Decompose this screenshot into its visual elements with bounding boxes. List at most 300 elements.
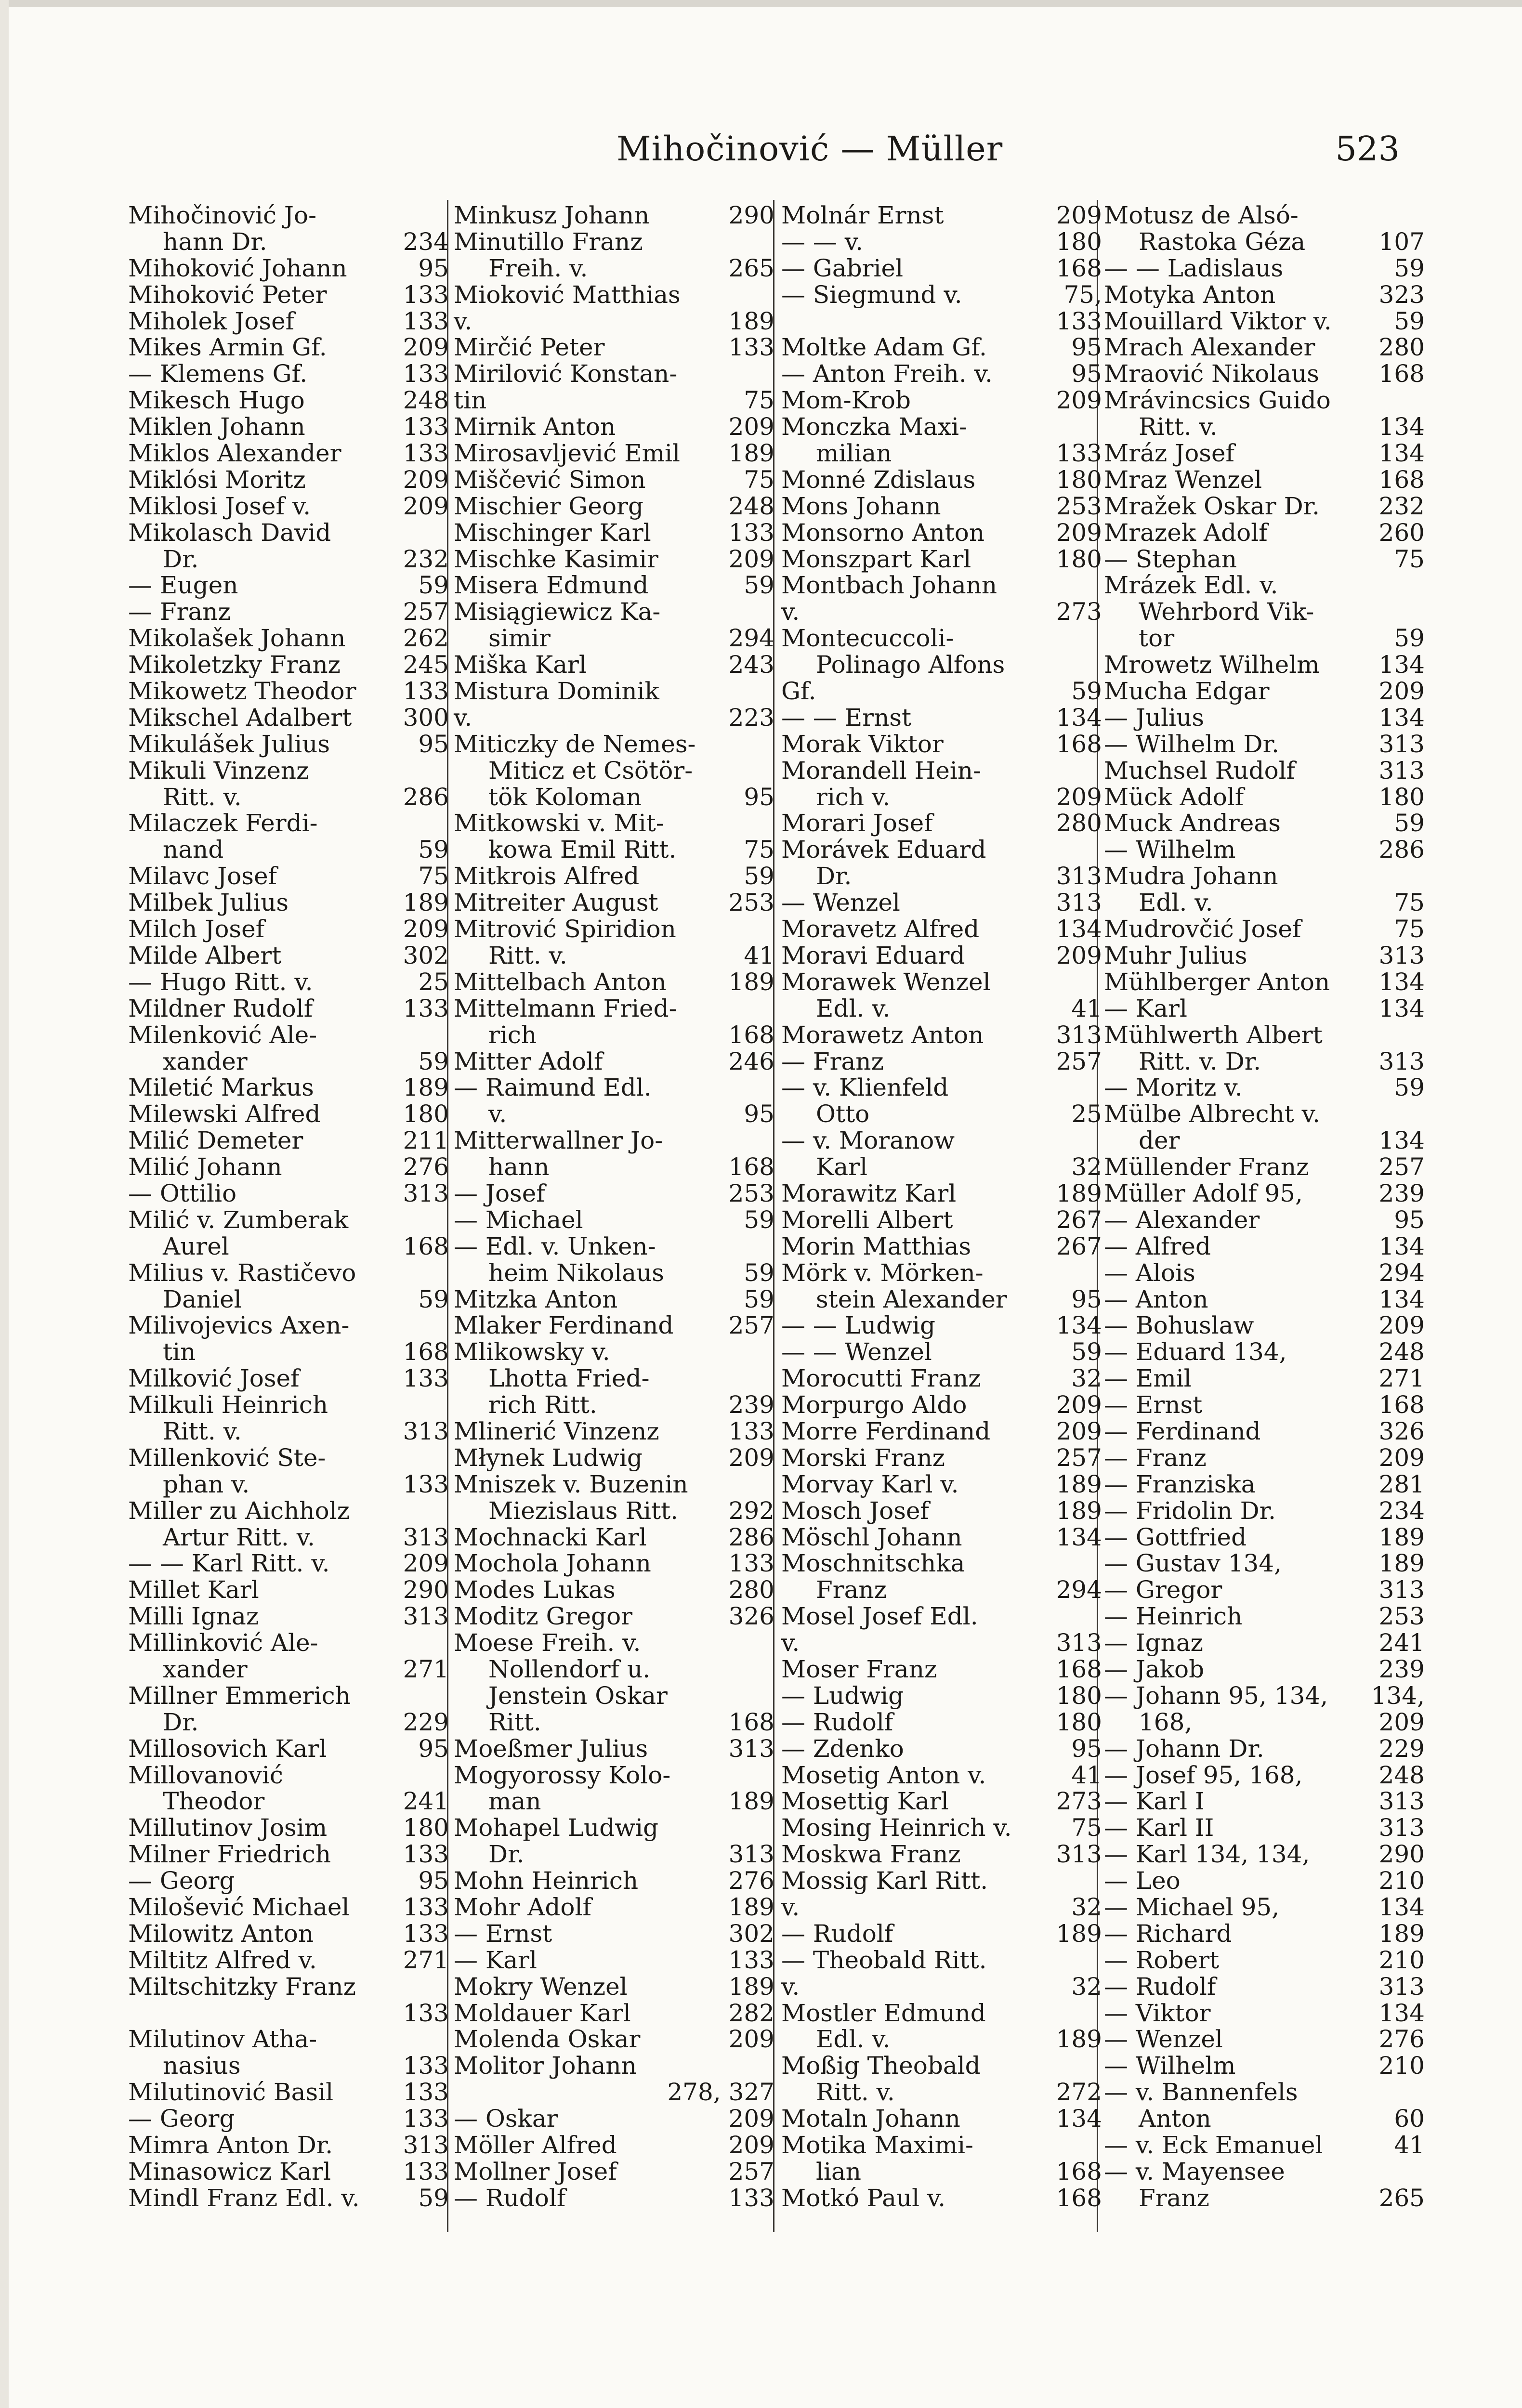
entry-name: — v. Mayensee (1104, 2157, 1285, 2186)
entry-page-number: 209 (1056, 518, 1102, 547)
entry-page-number: 313 (1056, 1840, 1102, 1869)
entry-name: Mokry Wenzel (454, 1972, 628, 2001)
entry-page-number: 134 (1378, 1285, 1425, 1313)
entry-page-number: 323 (1378, 280, 1425, 309)
entry-name: — — Karl Ritt. v. (128, 1549, 330, 1578)
index-entry (781, 2079, 1102, 2106)
entry-page-number: 209 (728, 1443, 774, 1472)
index-entry (454, 202, 774, 229)
index-entry (1104, 1418, 1425, 1445)
index-entry (454, 1154, 774, 1180)
index-entry (781, 705, 1102, 731)
index-entry (781, 572, 1102, 599)
entry-name: Rastoka Géza (1139, 227, 1306, 256)
entry-name: — Gottfried (1104, 1523, 1247, 1551)
entry-name: v. (781, 1893, 800, 1921)
entry-page-number: 209 (728, 2131, 774, 2159)
entry-name: milian (816, 439, 892, 468)
entry-name: phan v. (163, 1470, 250, 1498)
entry-page-number: 189 (1056, 1496, 1102, 1525)
entry-page-number: 134 (1378, 439, 1425, 468)
entry-name: man (488, 1787, 541, 1816)
entry-name: — Alfred (1104, 1232, 1211, 1260)
index-entry (454, 995, 774, 1022)
index-entry (454, 1339, 774, 1365)
index-entry (128, 2106, 449, 2132)
index-entry (1104, 969, 1425, 995)
entry-name: — Gregor (1104, 1576, 1222, 1604)
entry-page-number: 209 (1378, 1708, 1425, 1736)
index-entry (454, 942, 774, 969)
index-entry (454, 2159, 774, 2185)
index-entry (128, 942, 449, 969)
entry-name: Mischinger Karl (454, 518, 651, 547)
entry-name: Milić v. Zumberak (128, 1205, 349, 1234)
index-entry (781, 202, 1102, 229)
index-entry (1104, 705, 1425, 731)
entry-page-number: 134 (1056, 1523, 1102, 1551)
index-entry (1104, 255, 1425, 282)
entry-name: Müller Adolf 95, (1104, 1179, 1303, 1207)
index-entry (128, 2132, 449, 2159)
entry-page-number: 168 (403, 1232, 449, 1260)
entry-name: Mirčić Peter (454, 333, 605, 362)
entry-name: Morski Franz (781, 1443, 945, 1472)
index-entry (128, 1947, 449, 1974)
index-entry (1104, 1207, 1425, 1233)
index-entry (1104, 1392, 1425, 1418)
index-entry (454, 625, 774, 652)
index-entry (781, 255, 1102, 282)
index-entry (454, 1603, 774, 1630)
index-entry (1104, 282, 1425, 308)
entry-name: Mollner Josef (454, 2157, 617, 2186)
entry-page-number: 209 (1056, 201, 1102, 229)
entry-name: rich Ritt. (488, 1391, 597, 1419)
entry-page-number: 294 (1056, 1576, 1102, 1604)
index-entry (128, 414, 449, 440)
entry-name: Mons Johann (781, 492, 941, 520)
index-entry (128, 1577, 449, 1603)
entry-page-number: 210 (1378, 1946, 1425, 1974)
index-entry (454, 2079, 774, 2106)
entry-name: Mildner Rudolf (128, 994, 313, 1022)
index-entry (128, 255, 449, 282)
entry-page-number: 209 (1378, 1443, 1425, 1472)
entry-page-number: 134 (1378, 1893, 1425, 1921)
entry-page-number: 232 (403, 545, 449, 573)
entry-page-number: 313 (403, 1523, 449, 1551)
entry-name: Molitor Johann (454, 2052, 637, 2080)
entry-name: Mück Adolf (1104, 783, 1244, 811)
entry-page-number: 95 (1071, 1734, 1102, 1763)
entry-name: — Rudolf (781, 1708, 893, 1736)
entry-name: — Emil (1104, 1364, 1192, 1393)
index-entry (128, 1788, 449, 1815)
entry-name: Morin Matthias (781, 1232, 971, 1260)
entry-name: — — Ernst (781, 703, 912, 732)
index-entry (128, 1630, 449, 1656)
entry-name: — Siegmund v. (781, 280, 962, 309)
entry-page-number: 32 (1071, 1153, 1102, 1181)
index-entry (454, 440, 774, 467)
entry-page-number: 286 (728, 1523, 774, 1551)
index-entry (454, 2053, 774, 2079)
entry-page-number: 313 (1378, 1576, 1425, 1604)
entry-name: Mihoković Peter (128, 280, 327, 309)
entry-page-number: 248 (403, 386, 449, 415)
index-entry (128, 784, 449, 811)
entry-page-number: 189 (1056, 1179, 1102, 1207)
entry-name: Mosetig Anton v. (781, 1761, 986, 1789)
entry-name: Mirilović Konstan- (454, 360, 678, 388)
entry-page-number: 267 (1056, 1205, 1102, 1234)
entry-name: Mohn Heinrich (454, 1867, 639, 1895)
index-entry (454, 1894, 774, 1921)
entry-name: Mlikowsky v. (454, 1338, 610, 1366)
index-entry (1104, 890, 1425, 916)
index-entry (1104, 2053, 1425, 2079)
index-entry (781, 2026, 1102, 2053)
index-entry (1104, 758, 1425, 784)
entry-name: Mrowetz Wilhelm (1104, 651, 1320, 679)
entry-name: Mražek Oskar Dr. (1104, 492, 1320, 520)
entry-page-number: 41 (1071, 994, 1102, 1022)
entry-name: Ritt. v. (1139, 413, 1218, 441)
index-entry (128, 1709, 449, 1736)
entry-name: Miklosi Josef v. (128, 492, 311, 520)
entry-name: — — Wenzel (781, 1338, 932, 1366)
entry-page-number: 313 (1378, 1787, 1425, 1816)
entry-name: — Edl. v. Unken- (454, 1232, 656, 1260)
entry-name: Morelli Albert (781, 1205, 953, 1234)
entry-name: Mihoković Johann (128, 254, 347, 282)
entry-name: Mosettig Karl (781, 1787, 949, 1816)
index-entry (781, 731, 1102, 758)
entry-name: Ritt. v. Dr. (1139, 1047, 1261, 1075)
entry-name: Misera Edmund (454, 571, 649, 600)
index-entry (781, 414, 1102, 440)
entry-page-number: 313 (1378, 1972, 1425, 2001)
entry-name: Monsorno Anton (781, 518, 985, 547)
entry-name: Moese Freih. v. (454, 1629, 641, 1657)
running-title: Mihočinović — Müller (617, 129, 1003, 169)
entry-name: Moldauer Karl (454, 1999, 631, 2027)
entry-name: Milbek Julius (128, 889, 289, 917)
entry-name: Theodor (163, 1787, 265, 1816)
entry-name: — Ernst (454, 1919, 552, 1948)
page-header (0, 124, 1522, 182)
index-entry (781, 520, 1102, 546)
index-entry (454, 1233, 774, 1260)
entry-page-number: 59 (1394, 1073, 1425, 1102)
entry-name: Moravi Eduard (781, 941, 965, 969)
index-entry (454, 678, 774, 705)
entry-name: Mosel Josef Edl. (781, 1602, 978, 1631)
entry-name: Muck Andreas (1104, 809, 1281, 838)
index-entry (454, 1445, 774, 1471)
entry-name: — Georg (128, 1867, 235, 1895)
entry-page-number: 95 (418, 254, 449, 282)
index-entry (128, 520, 449, 546)
index-entry (781, 1788, 1102, 1815)
entry-page-number: 133 (403, 413, 449, 441)
entry-name: Mitzka Anton (454, 1285, 618, 1313)
index-entry (1104, 2026, 1425, 2053)
entry-page-number: 265 (1378, 2184, 1425, 2212)
entry-page-number: 75 (744, 836, 774, 864)
entry-page-number: 59 (1071, 1338, 1102, 1366)
entry-page-number: 59 (744, 1285, 774, 1313)
entry-name: — Franz (128, 598, 231, 626)
entry-page-number: 276 (1378, 2025, 1425, 2054)
entry-name: Mrávincsics Guido (1104, 386, 1331, 415)
entry-page-number: 168 (1378, 360, 1425, 388)
index-entry (454, 1471, 774, 1498)
index-entry (128, 995, 449, 1022)
index-entry (1104, 810, 1425, 837)
entry-page-number: 32 (1071, 1893, 1102, 1921)
entry-name: Milković Josef (128, 1364, 300, 1393)
index-entry (128, 1498, 449, 1524)
entry-name: Dr. (163, 1708, 199, 1736)
page-top-edge (0, 0, 1522, 7)
entry-page-number: 75 (418, 862, 449, 890)
index-entry (454, 837, 774, 863)
page-number: 523 (1335, 129, 1400, 169)
index-entry (128, 1683, 449, 1709)
entry-name: Edl. v. (816, 2025, 891, 2054)
index-entry (781, 282, 1102, 308)
index-entry (781, 1736, 1102, 1762)
entry-name: Miklos Alexander (128, 439, 341, 468)
entry-name: — Zdenko (781, 1734, 904, 1763)
index-entry (1104, 1630, 1425, 1656)
entry-page-number: 278, 327 (667, 2078, 774, 2107)
index-entry (454, 493, 774, 520)
entry-name: Mostler Edmund (781, 1999, 986, 2027)
index-entry (128, 229, 449, 255)
entry-page-number: 189 (728, 439, 774, 468)
entry-name: Lhotta Fried- (488, 1364, 650, 1393)
entry-name: Mittelbach Anton (454, 968, 667, 996)
index-entry (1104, 2106, 1425, 2132)
index-entry (781, 493, 1102, 520)
entry-name: Mioković Matthias (454, 280, 681, 309)
index-entry (454, 784, 774, 811)
index-entry (454, 2106, 774, 2132)
entry-name: v. (454, 307, 472, 335)
entry-name: Montecuccoli- (781, 624, 954, 653)
index-entry (1104, 1815, 1425, 1841)
entry-name: Monné Zdislaus (781, 465, 976, 494)
index-entry (1104, 1022, 1425, 1048)
entry-name: Mochnacki Karl (454, 1523, 647, 1551)
entry-page-number: 25 (1071, 1100, 1102, 1128)
entry-name: Dr. (816, 862, 852, 890)
index-entry (1104, 1603, 1425, 1630)
entry-name: Mirosavljević Emil (454, 439, 681, 468)
entry-page-number: 133 (728, 1549, 774, 1578)
entry-page-number: 281 (1378, 1470, 1425, 1498)
entry-page-number: 59 (418, 1285, 449, 1313)
entry-page-number: 267 (1056, 1232, 1102, 1260)
entry-name: — Robert (1104, 1946, 1220, 1974)
entry-name: — Eduard 134, (1104, 1338, 1287, 1366)
index-entry (781, 1286, 1102, 1313)
index-entry (128, 625, 449, 652)
entry-name: Müllender Franz (1104, 1153, 1309, 1181)
entry-name: Motyka Anton (1104, 280, 1276, 309)
entry-name: — Heinrich (1104, 1602, 1243, 1631)
entry-name: — Karl II (1104, 1814, 1214, 1842)
index-entry (781, 1868, 1102, 1894)
entry-page-number: 59 (1071, 677, 1102, 706)
entry-page-number: 209 (728, 413, 774, 441)
index-entry (128, 1074, 449, 1101)
index-entry (781, 546, 1102, 573)
entry-page-number: 229 (1378, 1734, 1425, 1763)
entry-name: Artur Ritt. v. (163, 1523, 315, 1551)
entry-name: Mörk v. Mörken- (781, 1258, 984, 1287)
index-entry (454, 1365, 774, 1392)
entry-page-number: 180 (1056, 545, 1102, 573)
entry-page-number: 134 (1378, 651, 1425, 679)
entry-name: Minkusz Johann (454, 201, 650, 229)
entry-page-number: 241 (1378, 1629, 1425, 1657)
entry-page-number: 209 (1056, 783, 1102, 811)
entry-name: Edl. v. (816, 994, 891, 1022)
entry-name: Mikoletzky Franz (128, 651, 341, 679)
entry-page-number: 134 (1056, 2105, 1102, 2133)
index-entry (128, 1471, 449, 1498)
entry-page-number: 180 (1056, 465, 1102, 494)
index-entry (781, 995, 1102, 1022)
index-entry (781, 1022, 1102, 1048)
index-entry (781, 625, 1102, 652)
entry-page-number: 189 (728, 307, 774, 335)
entry-page-number: 294 (728, 624, 774, 653)
index-entry (1104, 942, 1425, 969)
index-entry (781, 1392, 1102, 1418)
entry-page-number: 189 (403, 889, 449, 917)
entry-page-number: 107 (1378, 227, 1425, 256)
entry-page-number: 229 (403, 1708, 449, 1736)
entry-name: — Wenzel (781, 889, 900, 917)
entry-name: Molnár Ernst (781, 201, 944, 229)
entry-page-number: 262 (403, 624, 449, 653)
entry-name: nasius (163, 2052, 241, 2080)
entry-page-number: 209 (1056, 1417, 1102, 1445)
entry-name: Mimra Anton Dr. (128, 2131, 333, 2159)
entry-page-number: 95 (744, 783, 774, 811)
index-entry (128, 1101, 449, 1127)
entry-page-number: 168 (1056, 2157, 1102, 2186)
entry-name: Gf. (781, 677, 816, 706)
entry-name: Mraz Wenzel (1104, 465, 1262, 494)
entry-name: Millner Emmerich (128, 1681, 351, 1710)
entry-name: Mikesch Hugo (128, 386, 305, 415)
entry-page-number: 189 (1056, 2025, 1102, 2054)
index-entry (454, 705, 774, 731)
entry-page-number: 209 (1378, 1311, 1425, 1340)
entry-page-number: 75 (1071, 1814, 1102, 1842)
entry-page-number: 189 (728, 1787, 774, 1816)
entry-name: — Karl (1104, 994, 1187, 1022)
entry-name: Muchsel Rudolf (1104, 756, 1296, 785)
index-entry (1104, 520, 1425, 546)
index-entry (128, 1921, 449, 1947)
index-entry (781, 1180, 1102, 1207)
entry-name: Morari Josef (781, 809, 933, 838)
entry-name: Mitter Adolf (454, 1047, 603, 1075)
entry-page-number: 326 (1378, 1417, 1425, 1445)
index-entry (128, 731, 449, 758)
entry-name: — Rudolf (454, 2184, 566, 2212)
index-entry (781, 1683, 1102, 1709)
entry-name: — Moritz v. (1104, 1073, 1243, 1102)
entry-page-number: 133 (403, 1919, 449, 1948)
index-entry (128, 1180, 449, 1207)
index-column-3 (781, 202, 1102, 2212)
entry-name: — Bohuslaw (1104, 1311, 1254, 1340)
entry-name: Milius v. Rastičevo (128, 1258, 356, 1287)
entry-name: Montbach Johann (781, 571, 997, 600)
entry-name: Mikulášek Julius (128, 730, 330, 758)
entry-name: Motika Maximi- (781, 2131, 973, 2159)
entry-page-number: 95 (744, 1100, 774, 1128)
index-entry (128, 863, 449, 890)
index-entry (781, 1233, 1102, 1260)
entry-name: Mlaker Ferdinand (454, 1311, 674, 1340)
entry-name: Milutinov Atha- (128, 2025, 317, 2054)
entry-name: Mrázek Edl. v. (1104, 571, 1278, 600)
entry-page-number: 134 (1378, 703, 1425, 732)
index-entry (1104, 202, 1425, 229)
entry-name: Mraović Nikolaus (1104, 360, 1319, 388)
index-entry (1104, 1762, 1425, 1789)
index-entry (1104, 361, 1425, 387)
index-entry (1104, 1312, 1425, 1339)
index-entry (781, 1101, 1102, 1127)
index-entry (781, 308, 1102, 335)
entry-name: Miholek Josef (128, 307, 295, 335)
entry-name: kowa Emil Ritt. (488, 836, 677, 864)
index-entry (781, 784, 1102, 811)
entry-name: Mikolašek Johann (128, 624, 346, 653)
index-entry (454, 1947, 774, 1974)
index-entry (1104, 863, 1425, 890)
entry-page-number: 248 (1378, 1338, 1425, 1366)
entry-name: Miticzky de Nemes- (454, 730, 696, 758)
entry-page-number: 59 (744, 862, 774, 890)
index-entry (128, 1524, 449, 1551)
entry-name: Minutillo Franz (454, 227, 643, 256)
entry-page-number: 313 (1378, 730, 1425, 758)
entry-name: Morre Ferdinand (781, 1417, 991, 1445)
entry-name: Mirnik Anton (454, 413, 616, 441)
entry-name: Karl (816, 1153, 868, 1181)
entry-name: Milenković Ale- (128, 1021, 317, 1049)
index-entry (781, 2053, 1102, 2079)
entry-page-number: 189 (728, 968, 774, 996)
entry-page-number: 257 (403, 598, 449, 626)
entry-name: Milaczek Ferdi- (128, 809, 318, 838)
index-entry (1104, 1947, 1425, 1974)
index-entry (1104, 678, 1425, 705)
entry-name: Millet Karl (128, 1576, 259, 1604)
entry-page-number: 180 (1378, 783, 1425, 811)
